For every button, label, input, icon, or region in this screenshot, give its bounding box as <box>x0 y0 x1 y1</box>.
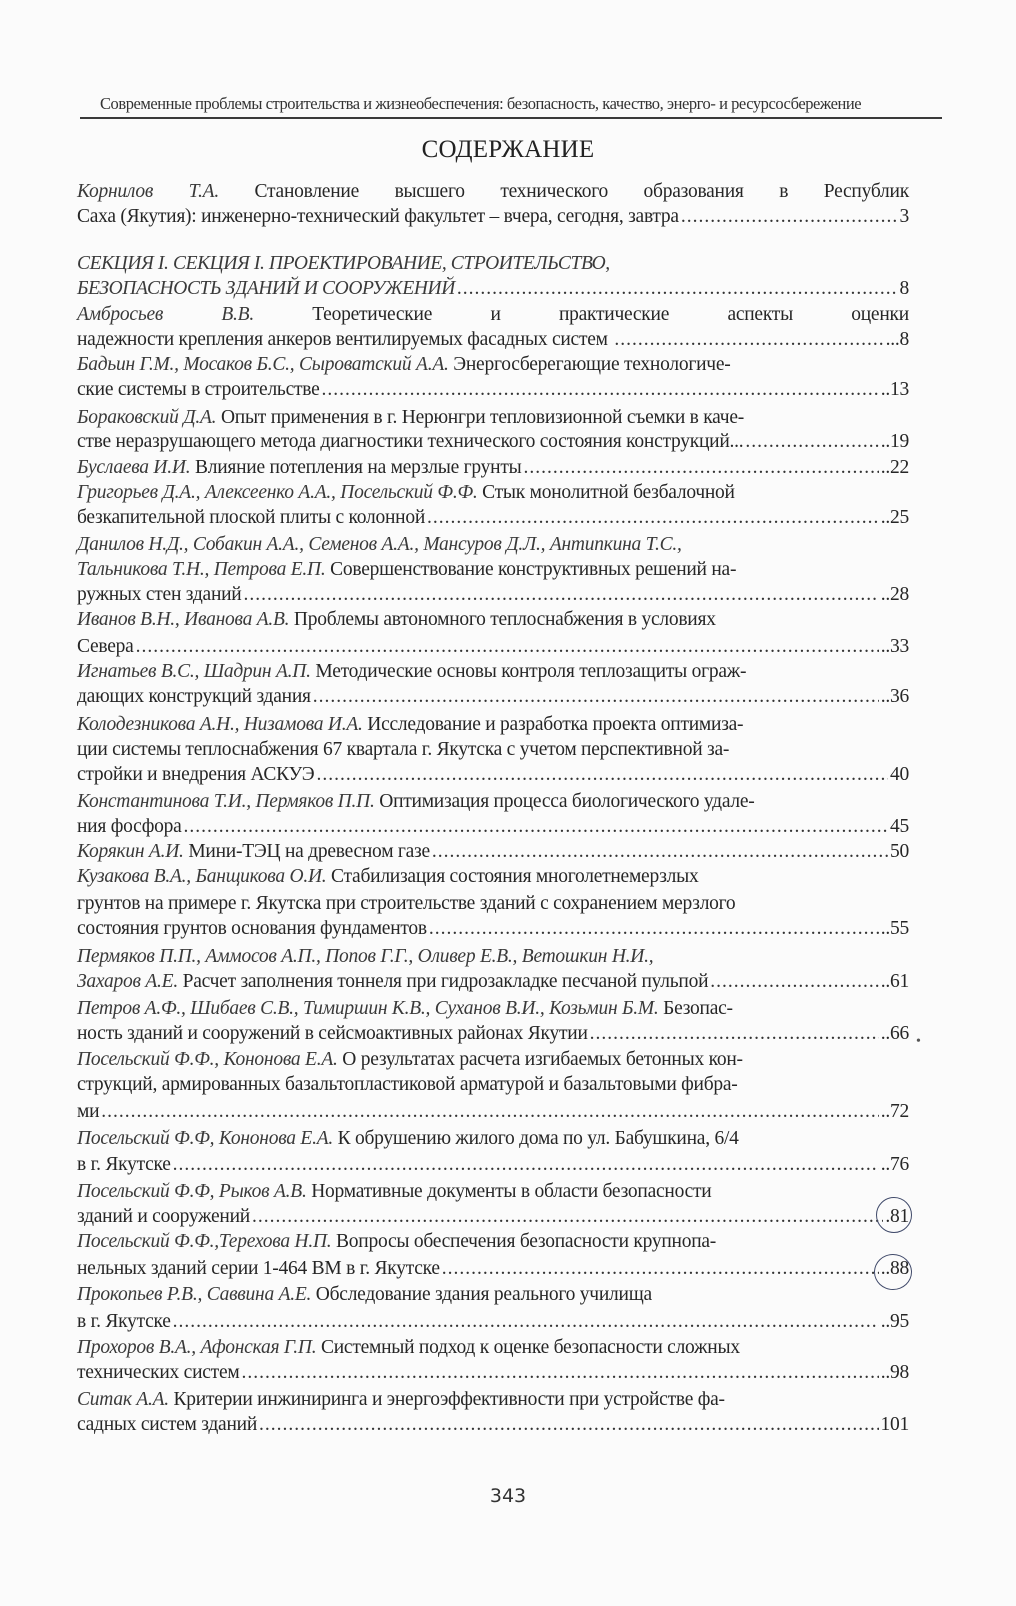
toc-line <box>77 917 909 941</box>
entry-title: стве неразрушающего метода диагностики технического состояния конструкций... <box>77 431 744 452</box>
entry-title: технических систем <box>77 1362 240 1383</box>
entry-title: Исследование и разработка проекта оптимиза- <box>362 714 744 735</box>
entry-title: в г. Якутске <box>77 1154 171 1175</box>
entry-authors: Колодезникова А.Н., Низамова И.А. <box>77 714 363 735</box>
header-rule <box>80 117 942 119</box>
entry-title: Системный подход к оценке безопасности сложных <box>316 1337 740 1358</box>
toc-line <box>77 1283 909 1307</box>
title-word: образования <box>643 181 744 202</box>
toc-line <box>77 713 909 737</box>
dot-leader <box>442 1257 879 1281</box>
title-word: практические <box>558 304 670 325</box>
entry-page-number: ..25 <box>880 507 909 528</box>
entry-title: Энергосберегающие технологиче- <box>448 354 731 375</box>
entry-title: Безопас- <box>658 998 733 1019</box>
handwritten-circle-88 <box>874 1254 912 1290</box>
entry-page-number: ..33 <box>880 636 909 657</box>
entry-authors: Пермяков П.П., Аммосов А.П., Попов Г.Г., Оливер Е.В., Ветошкин Н.И., <box>77 946 654 967</box>
entry-title: ские системы в строительстве <box>77 379 320 400</box>
entry-authors: Иванов В.Н., Иванова А.В. <box>77 609 290 630</box>
entry-title: О результатах расчета изгибаемых бетонных кон- <box>337 1049 743 1070</box>
entry-page-number: .81 <box>885 1206 909 1227</box>
dot-leader <box>101 1100 878 1124</box>
entry-page-number: ..72 <box>880 1101 909 1122</box>
entry-authors: Посельский Ф.Ф., Кононова Е.А. <box>77 1049 338 1070</box>
toc-line <box>77 970 909 994</box>
toc-line <box>77 997 909 1021</box>
dot-leader <box>241 1361 878 1385</box>
title-word: аспекты <box>727 304 793 325</box>
entry-page-number: 40 <box>890 764 909 785</box>
entry-title: Саха (Якутия): инженерно-технический факультет – вчера, сегодня, завтра <box>77 206 679 227</box>
dot-leader <box>313 685 879 709</box>
toc-line <box>77 481 909 505</box>
title-word: высшего <box>394 181 465 202</box>
entry-page-number: ..61 <box>880 971 909 992</box>
entry-title: Расчет заполнения тоннеля при гидрозакладке песчаной пульпой <box>177 971 709 992</box>
entry-page-number: ..36 <box>880 686 909 707</box>
entry-title: Стык монолитной безбалочной <box>477 482 735 503</box>
toc-line <box>77 378 909 402</box>
entry-authors: Данилов Н.Д., Собакин А.А., Семенов А.А., Мансуров Д.Л., Антипкина Т.С., <box>77 534 682 555</box>
dot-leader <box>173 1153 879 1177</box>
toc-line <box>77 252 909 276</box>
dot-leader <box>252 1205 883 1229</box>
entry-authors: Корякин А.И. <box>77 841 184 862</box>
entry-title: Критерии инжиниринга и энергоэффективности при устройстве фа- <box>168 1389 725 1410</box>
entry-title: грунтов на примере г. Якутска при строительстве зданий с сохранением мерзлого <box>77 893 736 914</box>
entry-title: ность зданий и сооружений в сейсмоактивных районах Якутии <box>77 1023 588 1044</box>
toc-line <box>77 608 909 632</box>
entry-title: струкций, армированных базальтопластиковой арматурой и базальтовыми фибра- <box>77 1074 738 1095</box>
toc-line <box>77 1048 909 1072</box>
page-title: СОДЕРЖАНИЕ <box>421 136 595 163</box>
entry-title: Севера <box>77 636 134 657</box>
entry-title: Мини-ТЭЦ на древесном газе <box>183 841 430 862</box>
toc-line <box>77 353 909 377</box>
section-heading: БЕЗОПАСНОСТЬ ЗДАНИЙ И СООРУЖЕНИЙ <box>77 278 455 299</box>
entry-title: в г. Якутске <box>77 1311 171 1332</box>
dot-leader <box>322 378 879 402</box>
dot-leader <box>745 430 878 454</box>
pencil-mark: • <box>916 1034 921 1049</box>
toc-line <box>77 763 909 787</box>
entry-authors: Посельский Ф.Ф, Кононова Е.А. <box>77 1128 333 1149</box>
entry-authors: Буслаева И.И. <box>77 457 191 478</box>
toc-line <box>77 1230 909 1254</box>
toc-line <box>77 1310 909 1334</box>
entry-authors: Григорьев Д.А., Алексеенко А.А., Посельский Ф.Ф. <box>77 482 478 503</box>
toc-line <box>77 1413 909 1437</box>
entry-title: нельных зданий серии 1-464 ВМ в г. Якутске <box>77 1258 440 1279</box>
entry-authors: Посельский Ф.Ф, Рыков А.В. <box>77 1181 307 1202</box>
entry-title: Вопросы обеспечения безопасности крупнопа- <box>331 1231 717 1252</box>
title-word: оценки <box>851 304 909 325</box>
toc-line <box>77 892 909 916</box>
toc-line <box>77 205 909 229</box>
entry-title: Проблемы автономного теплоснабжения в условиях <box>289 609 716 630</box>
title-word: технического <box>500 181 608 202</box>
toc-line <box>77 1100 909 1124</box>
entry-authors: Прокопьев Р.В., Саввина А.Е. <box>77 1284 312 1305</box>
dot-leader <box>184 815 888 839</box>
entry-title: Стабилизация состояния многолетнемерзлых <box>326 866 699 887</box>
toc-line <box>77 303 909 327</box>
dot-leader <box>316 763 888 787</box>
entry-authors: Захаров А.Е. <box>77 971 178 992</box>
toc-line <box>77 277 909 301</box>
title-word: Становление <box>254 181 359 202</box>
dot-leader <box>244 583 879 607</box>
toc-line <box>77 635 909 659</box>
toc-line <box>77 1257 909 1281</box>
entry-page-number: ..55 <box>880 918 909 939</box>
toc-line <box>77 1180 909 1204</box>
entry-title: ружных стен зданий <box>77 584 242 605</box>
entry-authors: Тальникова Т.Н., Петрова Е.П. <box>77 559 326 580</box>
toc-line <box>77 180 909 204</box>
entry-page-number: 8 <box>899 278 909 299</box>
dot-leader <box>427 506 879 530</box>
toc-line <box>77 533 909 557</box>
toc-line <box>77 865 909 889</box>
entry-authors: Бораковский Д.А. <box>77 407 217 428</box>
toc-line <box>77 456 909 480</box>
entry-title: дающих конструкций здания <box>77 686 311 707</box>
entry-title: ми <box>77 1101 100 1122</box>
entry-page-number: ...8 <box>885 329 909 350</box>
title-word: и <box>490 304 501 325</box>
toc-line <box>77 558 909 582</box>
toc-line <box>77 1073 909 1097</box>
toc-line <box>77 1205 909 1229</box>
entry-title: Совершенствование конструктивных решений на- <box>325 559 737 580</box>
entry-authors: Ситак А.А. <box>77 1389 169 1410</box>
toc-line <box>77 1361 909 1385</box>
toc-line <box>77 1388 909 1412</box>
toc-line <box>77 945 909 969</box>
title-word: Теоретические <box>312 304 433 325</box>
running-head: Современные проблемы строительства и жизнеобеспечения: безопасность, качество, энерго- и ресурсосбережение <box>100 94 862 113</box>
toc-line <box>77 815 909 839</box>
entry-page-number: 3 <box>899 206 909 227</box>
entry-title: ции системы теплоснабжения 67 квартала г. Якутска с учетом перспективной за- <box>77 739 730 760</box>
toc-line <box>77 1127 909 1151</box>
toc-line <box>77 1022 909 1046</box>
entry-title: Обследование здания реального училища <box>311 1284 652 1305</box>
entry-page-number: ..66 <box>880 1023 909 1044</box>
entry-page-number: 45 <box>890 816 909 837</box>
entry-page-number: ..19 <box>880 431 909 452</box>
entry-title: Нормативные документы в области безопасности <box>306 1181 712 1202</box>
title-word: в <box>779 181 789 202</box>
entry-title: Методические основы контроля теплозащиты ограж- <box>310 661 747 682</box>
dot-leader <box>523 456 878 480</box>
entry-authors: Посельский Ф.Ф.,Терехова Н.П. <box>77 1231 332 1252</box>
toc-line <box>77 660 909 684</box>
entry-title: садных систем зданий <box>77 1414 258 1435</box>
entry-authors: Игнатьев В.С., Шадрин А.П. <box>77 661 311 682</box>
author-word: В.В. <box>221 304 254 325</box>
toc-line <box>77 430 909 454</box>
author-word: Корнилов <box>77 181 154 202</box>
dot-leader <box>457 277 898 301</box>
entry-title: ния фосфора <box>77 816 182 837</box>
dot-leader <box>614 328 883 352</box>
author-word: Амбросьев <box>77 304 164 325</box>
entry-title: стройки и внедрения АСКУЭ <box>77 764 315 785</box>
title-word: Республик <box>823 181 909 202</box>
entry-page-number: 101 <box>880 1414 909 1435</box>
toc-line <box>77 1153 909 1177</box>
section-heading: СЕКЦИЯ I. СЕКЦИЯ I. ПРОЕКТИРОВАНИЕ, СТРОИТЕЛЬСТВО, <box>77 253 610 274</box>
entry-page-number: ..76 <box>880 1154 909 1175</box>
entry-title: Оптимизация процесса биологического удале- <box>374 791 755 812</box>
entry-authors: Петров А.Ф., Шибаев С.В., Тимиршин К.В., Суханов В.И., Козьмин Б.М. <box>77 998 659 1019</box>
entry-page-number: ..28 <box>880 584 909 605</box>
dot-leader <box>173 1310 879 1334</box>
entry-page-number: ..22 <box>880 457 909 478</box>
dot-leader <box>590 1022 879 1046</box>
entry-title: Опыт применения в г. Нерюнгри тепловизионной съемки в каче- <box>216 407 744 428</box>
dot-leader <box>432 840 888 864</box>
entry-title: надежности крепления анкеров вентилируемых фасадных систем <box>77 329 613 350</box>
entry-title: безкапительной плоской плиты с колонной <box>77 507 426 528</box>
toc-line <box>77 1336 909 1360</box>
entry-authors: Кузакова В.А., Банщикова О.И. <box>77 866 327 887</box>
entry-page-number: ..95 <box>880 1311 909 1332</box>
handwritten-circle-81 <box>876 1197 912 1233</box>
entry-title: Влияние потепления на мерзлые грунты <box>190 457 522 478</box>
toc-line <box>77 328 909 352</box>
toc-line <box>77 406 909 430</box>
entry-page-number: ..13 <box>880 379 909 400</box>
toc-line <box>77 685 909 709</box>
toc-line <box>77 738 909 762</box>
dot-leader <box>259 1413 878 1437</box>
page-number: 343 <box>489 1485 527 1507</box>
entry-authors: Прохоров В.А., Афонская Г.П. <box>77 1337 317 1358</box>
dot-leader <box>710 970 878 994</box>
dot-leader <box>681 205 898 229</box>
entry-title: К обрушению жилого дома по ул. Бабушкина, 6/4 <box>333 1128 739 1149</box>
entry-authors: Константинова Т.И., Пермяков П.П. <box>77 791 375 812</box>
entry-title: состояния грунтов основания фундаментов <box>77 918 427 939</box>
toc-line <box>77 790 909 814</box>
entry-page-number: 50 <box>890 841 909 862</box>
entry-page-number: ..88 <box>880 1258 909 1279</box>
entry-page-number: ..98 <box>880 1362 909 1383</box>
author-word: Т.А. <box>188 181 219 202</box>
toc-line <box>77 840 909 864</box>
entry-authors: Бадьин Г.М., Мосаков Б.С., Сыроватский А.А. <box>77 354 449 375</box>
toc-line <box>77 583 909 607</box>
dot-leader <box>429 917 879 941</box>
entry-title: зданий и сооружений <box>77 1206 250 1227</box>
toc-line <box>77 506 909 530</box>
dot-leader <box>136 635 879 659</box>
